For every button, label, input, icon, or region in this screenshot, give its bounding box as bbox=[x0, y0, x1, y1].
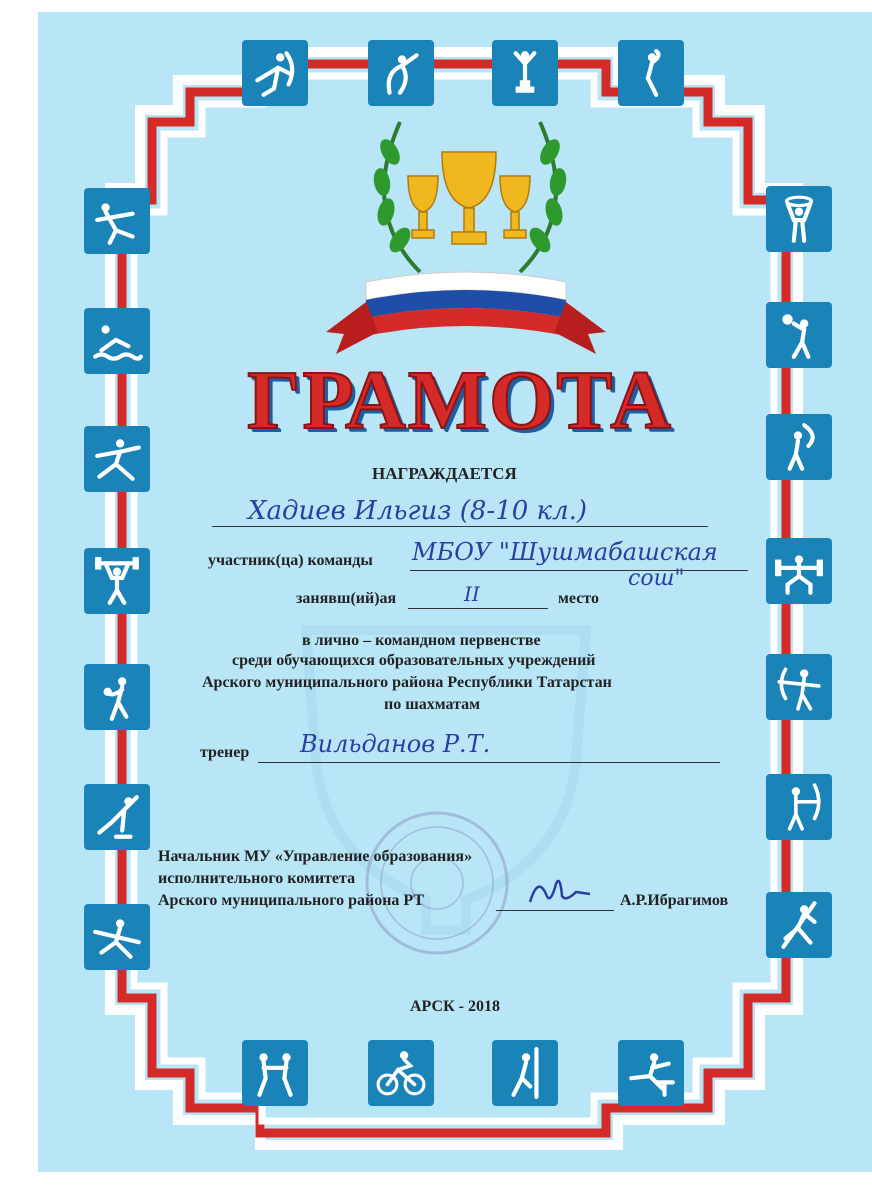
place-line bbox=[408, 608, 548, 609]
signer-name: А.Р.Ибрагимов bbox=[620, 892, 729, 909]
coach-line bbox=[258, 762, 720, 763]
description-line-4: по шахматам bbox=[384, 696, 481, 713]
judo-icon bbox=[84, 188, 150, 254]
coach-label: тренер bbox=[200, 744, 250, 761]
description-line-2: среди обучающихся образовательных учреждений bbox=[232, 652, 596, 669]
archer-bow-icon bbox=[766, 654, 832, 720]
shot-put-icon bbox=[84, 664, 150, 730]
archer-icon bbox=[766, 774, 832, 840]
official-stamp bbox=[362, 808, 512, 958]
javelin-icon bbox=[84, 904, 150, 970]
weightlifter-squat-icon bbox=[766, 538, 832, 604]
description-line-3: Арского муниципального района Республики Татарстан bbox=[202, 674, 612, 691]
hoop-raise-icon bbox=[766, 186, 832, 252]
leaping-gymnast-icon bbox=[84, 426, 150, 492]
trophy-figure-icon bbox=[492, 40, 558, 106]
gymnast-ribbon-icon bbox=[242, 40, 308, 106]
swimmer-icon bbox=[84, 308, 150, 374]
russian-flag-ribbon-icon bbox=[316, 262, 616, 362]
weightlifter-icon bbox=[84, 548, 150, 614]
dancer-icon bbox=[368, 40, 434, 106]
team-name-line1: МБОУ "Шушмабашская bbox=[412, 538, 718, 566]
signature-line-2: исполнительного комитета bbox=[158, 870, 356, 887]
coach-name: Вильданов Р.Т. bbox=[300, 730, 491, 758]
signature-line-3: Арского муниципального района РТ bbox=[158, 892, 425, 909]
cyclist-icon bbox=[368, 1040, 434, 1106]
place-suffix: место bbox=[558, 590, 599, 607]
recipient-line bbox=[212, 526, 708, 527]
team-name-line2: сош" bbox=[628, 566, 685, 591]
high-jump-icon bbox=[766, 892, 832, 958]
footer-city-year: АРСК - 2018 bbox=[410, 998, 501, 1015]
pole-vault-icon bbox=[492, 1040, 558, 1106]
recipient-name: Хадиев Ильгиз (8-10 кл.) bbox=[248, 496, 588, 526]
certificate-title: ГРАМОТА bbox=[247, 354, 673, 447]
handwritten-signature bbox=[520, 872, 600, 912]
place-label: занявш(ий)ая bbox=[296, 590, 397, 607]
team-label: участник(ца) команды bbox=[208, 552, 373, 569]
basketball-icon bbox=[766, 302, 832, 368]
ribbon-dance-icon bbox=[766, 414, 832, 480]
place-value: II bbox=[464, 582, 480, 606]
description-line-1: в лично – командном первенстве bbox=[302, 632, 541, 649]
signature-line-1: Начальник МУ «Управление образования» bbox=[158, 848, 473, 865]
hurdler-icon bbox=[618, 1040, 684, 1106]
awarded-label: НАГРАЖДАЕТСЯ bbox=[372, 464, 517, 483]
gymnast-hoop-icon bbox=[618, 40, 684, 106]
trophy-cups-icon bbox=[404, 146, 534, 258]
wrestlers-icon bbox=[242, 1040, 308, 1106]
figure-skater-icon bbox=[84, 784, 150, 850]
team-line bbox=[410, 570, 748, 571]
